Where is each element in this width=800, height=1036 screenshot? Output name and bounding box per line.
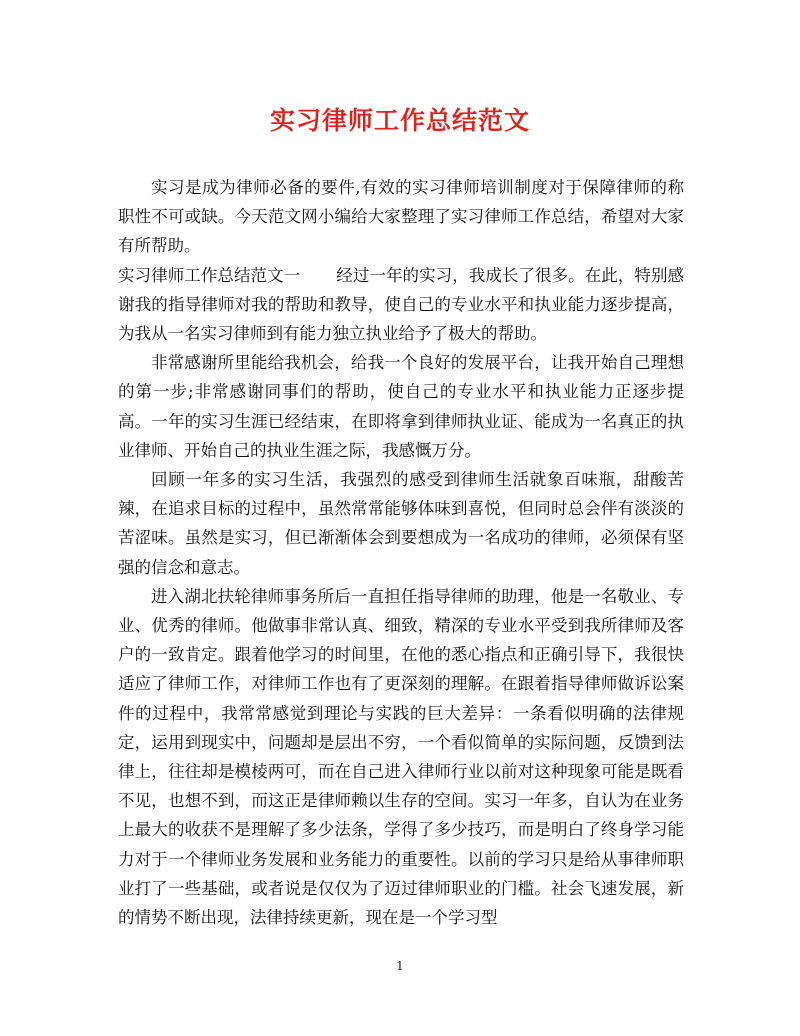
document-title: 实习律师工作总结范文	[269, 106, 530, 135]
body-paragraph-2: 回顾一年多的实习生活，我强烈的感受到律师生活就象百味瓶，甜酸苦辣，在追求目标的过程中，虽然常常能够体味到喜悦，但同时总会伴有淡淡的苦涩味。虽然是实习，但已渐渐体会到要想成为一名成功的律师，必须保有坚强的信念和意志。	[118, 470, 684, 577]
page-number: 1	[396, 959, 404, 973]
section-paragraph	[118, 261, 684, 349]
body-paragraph-3: 进入湖北扶轮律师事务所后一直担任指导律师的助理，他是一名敬业、专业、优秀的律师。他做事非常认真、细致，精深的专业水平受到我所律师及客户的一致肯定。跟着他学习的时间里，在他的悉心指点和正确引导下，我很快适应了律师工作，对律师工作也有了更深刻的理解。在跟着指导律师做诉讼案件的过程中，我常常感觉到理论与实践的巨大差异：一条看似明确的法律规定，运用到现实中，问题却是层出不穷，一个看似简单的实际问题，反馈到法律上，往往却是模棱两可，而在自己进入律师行业以前对这种现象可能是既看不见，也想不到，而这正是律师赖以生存的空间。实习一年多，自认为在业务上最大的收获不是理解了多少法条，学得了多少技巧，而是明白了终身学习能力对于一个律师业务发展和业务能力的重要性。以前的学习只是给从事律师职业打了一些基础，或者说是仅仅为了迈过律师职业的门槛。社会飞速发展，新的情势不断出现，法律持续更新，现在是一个学习型	[118, 586, 684, 928]
section-heading: 实习律师工作总结范文一	[118, 265, 301, 285]
body-paragraph-1: 非常感谢所里能给我机会，给我一个良好的发展平台，让我开始自己理想的第一步;非常感谢同事们的帮助，使自己的专业水平和执业能力正逐步提高。一年的实习生涯已经结束，在即将拿到律师执业证、能成为一名真正的执业律师、开始自己的执业生涯之际，我感慨万分。	[118, 353, 684, 460]
section-first-paragraph: 经过一年的实习，我成长了很多。在此，特别感谢我的指导律师对我的帮助和教导，使自己的专业水平和执业能力逐步提高，为我从一名实习律师到有能力独立执业给予了极大的帮助。	[118, 265, 684, 344]
document-body	[118, 173, 684, 932]
intro-paragraph: 实习是成为律师必备的要件,有效的实习律师培训制度对于保障律师的称职性不可或缺。今天范文网小编给大家整理了实习律师工作总结，希望对大家有所帮助。	[118, 178, 684, 256]
